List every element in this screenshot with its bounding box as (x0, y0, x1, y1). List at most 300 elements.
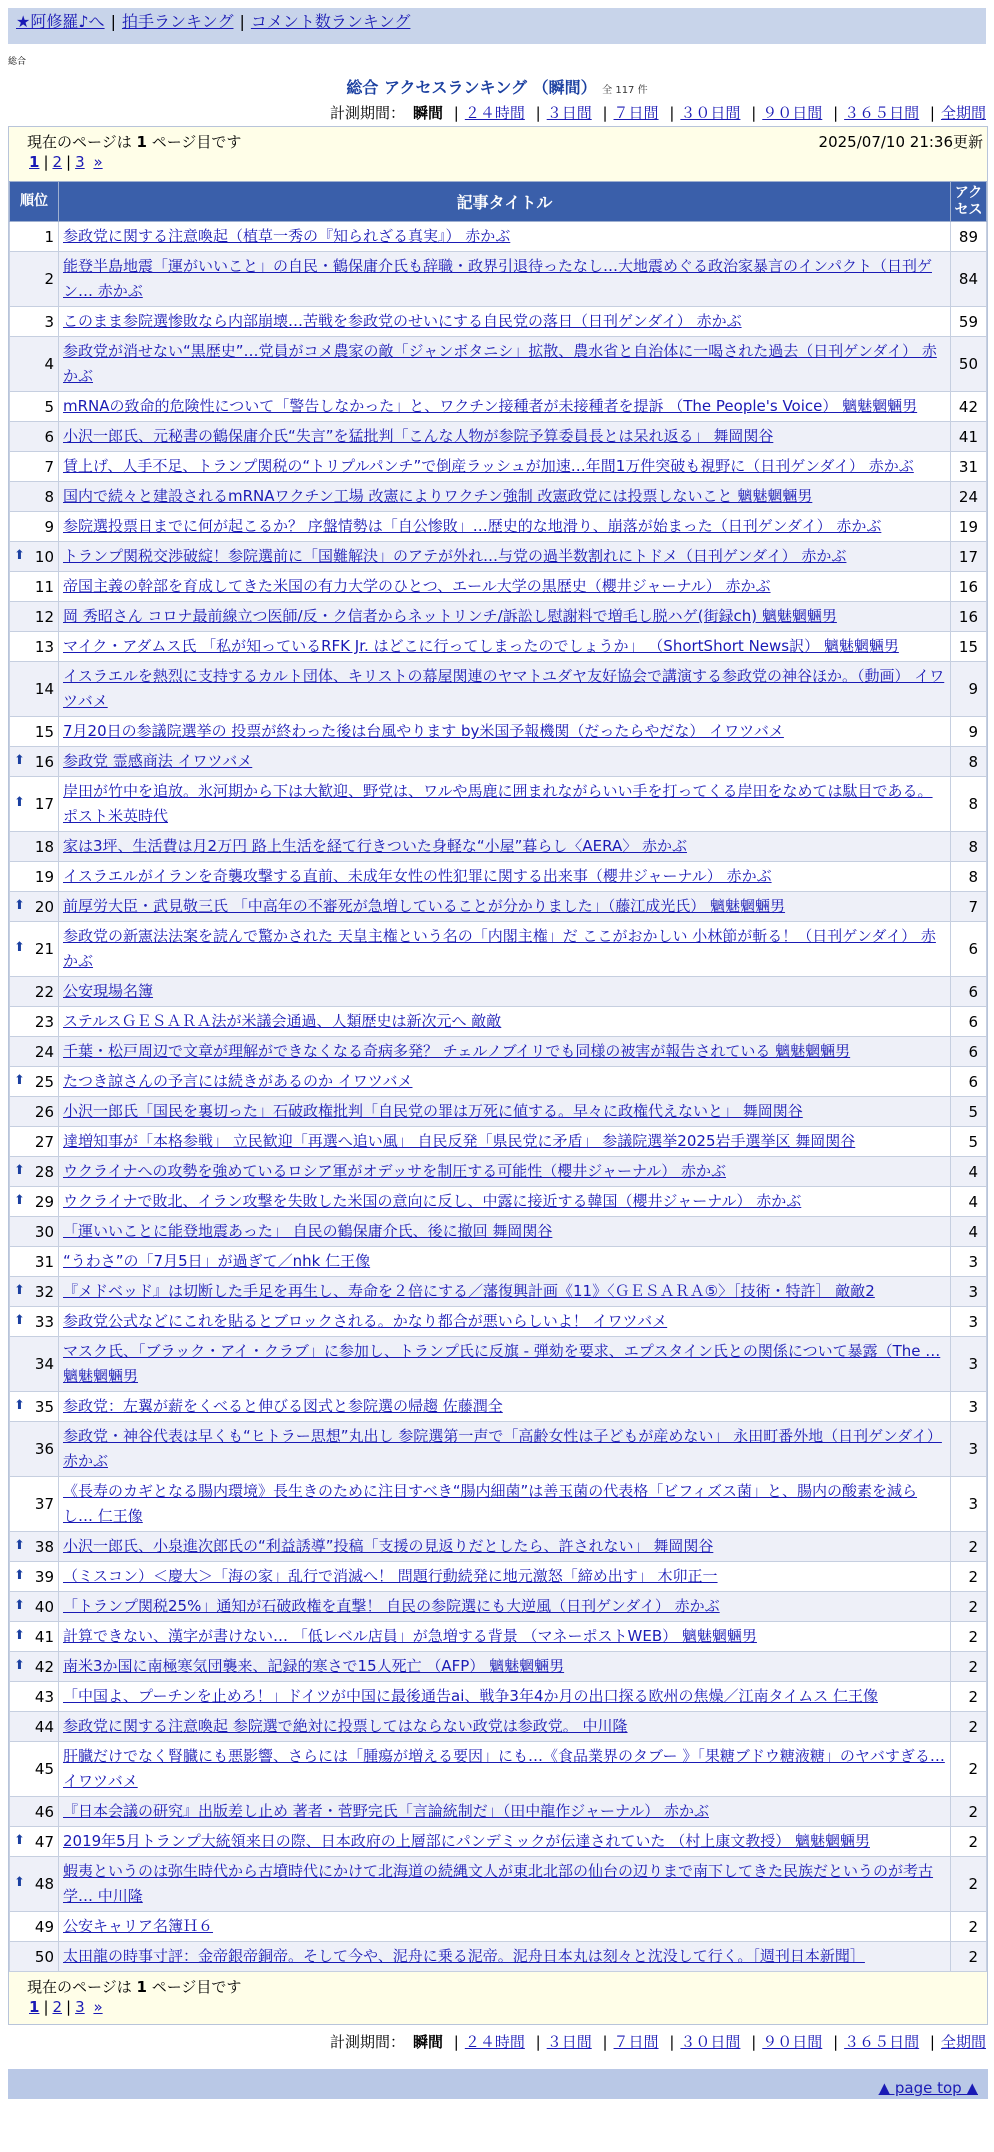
period-30d[interactable]: ３０日間 (680, 104, 741, 122)
table-row (10, 1007, 987, 1037)
title-cell (59, 222, 951, 252)
table-row (10, 747, 987, 777)
title-cell (59, 832, 951, 862)
rank-cell (10, 1037, 59, 1067)
rank-number: 7 (44, 457, 54, 476)
access-count: 17 (951, 542, 987, 572)
page-link-2[interactable]: 2 (52, 153, 63, 171)
current-page-text-bottom: 現在のページは 1 ページ目です (27, 1978, 242, 1996)
access-count: 2 (951, 1857, 987, 1912)
article-link[interactable]: マスク氏、「ブラック・アイ・クラブ」に参加し、トランプ氏に反旗 - 弾劾を要求、エプスタイン氏との関係について暴露（The … 魑魅魍魎男 (63, 1342, 941, 1385)
page-link-3[interactable]: 3 (75, 153, 85, 171)
rank-number: 30 (34, 1222, 54, 1241)
title-cell (59, 1592, 951, 1622)
article-link[interactable]: ウクライナへの攻勢を強めているロシア軍がオデッサを制圧する可能性（櫻井ジャーナル） 赤かぶ (63, 1162, 726, 1180)
access-count: 6 (951, 1037, 987, 1067)
rank-cell (10, 1067, 59, 1097)
period-24h-bottom[interactable]: ２４時間 (464, 2033, 525, 2051)
table-row (10, 1187, 987, 1217)
period-label-bottom: 計測期間： (329, 2033, 405, 2051)
rank-cell (10, 222, 59, 252)
rank-number: 44 (34, 1717, 54, 1736)
rank-cell (10, 1532, 59, 1562)
title-cell (59, 1392, 951, 1422)
table-row (10, 222, 987, 252)
rank-number: 23 (34, 1012, 54, 1031)
access-count: 3 (951, 1477, 987, 1532)
title-cell (59, 1477, 951, 1532)
clap-ranking-link[interactable]: 拍手ランキング (121, 12, 234, 31)
table-row (10, 1127, 987, 1157)
page-link-3-bottom[interactable]: 3 (75, 1998, 85, 2016)
table-row (10, 392, 987, 422)
header-title: 記事タイトル (59, 182, 951, 222)
rank-cell (10, 832, 59, 862)
rank-number: 45 (34, 1760, 54, 1778)
title-cell (59, 307, 951, 337)
article-link[interactable]: 『日本会議の研究』出版差し止め 著者・菅野完氏「言論統制だ」（田中龍作ジャーナル） 赤かぶ (63, 1802, 709, 1820)
period-90d[interactable]: ９０日間 (762, 104, 823, 122)
article-link[interactable]: 参院選投票日までに何が起こるか？ 序盤情勢は「自公惨敗」…歴史的な地滑り、崩落が始まった（日刊ゲンダイ） 赤かぶ (63, 517, 882, 535)
table-row (10, 1277, 987, 1307)
table-row (10, 1942, 987, 1972)
title-cell (59, 662, 951, 717)
rank-up-arrow-icon: ⬆ (14, 1537, 25, 1553)
title-cell (59, 1097, 951, 1127)
table-row (10, 632, 987, 662)
rank-up-arrow-icon: ⬆ (14, 1567, 25, 1583)
title-cell (59, 977, 951, 1007)
table-row (10, 252, 987, 307)
rank-number: 4 (44, 355, 54, 373)
access-count: 9 (951, 662, 987, 717)
title-cell (59, 632, 951, 662)
page-link-1[interactable]: 1 (29, 153, 40, 171)
period-7d-bottom[interactable]: ７日間 (613, 2033, 659, 2051)
rank-cell (10, 1942, 59, 1972)
rank-number: 20 (34, 897, 54, 916)
title-cell (59, 542, 951, 572)
rank-cell (10, 1827, 59, 1857)
access-count: 6 (951, 922, 987, 977)
rank-number: 8 (44, 487, 54, 506)
table-row (10, 1622, 987, 1652)
table-row (10, 542, 987, 572)
period-365d[interactable]: ３６５日間 (844, 104, 920, 122)
access-count: 2 (951, 1712, 987, 1742)
article-link[interactable]: たつき諒さんの予言には続きがあるのか イワツバメ (63, 1072, 413, 1090)
rank-number: 38 (34, 1537, 54, 1556)
access-count: 2 (951, 1912, 987, 1942)
article-link[interactable]: 公安キャリア名簿Ｈ６ (63, 1917, 214, 1935)
rank-cell (10, 1337, 59, 1392)
rank-up-arrow-icon: ⬆ (14, 1875, 25, 1890)
access-count: 4 (951, 1187, 987, 1217)
article-link[interactable]: 参政党 霊感商法 イワツバメ (63, 752, 253, 770)
rank-number: 25 (34, 1072, 54, 1091)
title-cell (59, 1827, 951, 1857)
article-link[interactable]: 前厚労大臣・武見敬三氏 「中高年の不審死が急増していることが分かりました」（藤江成光氏） 魑魅魍魎男 (63, 897, 786, 915)
rank-cell (10, 1592, 59, 1622)
period-label: 計測期間： (329, 104, 405, 122)
article-link[interactable]: 小沢一郎氏「国民を裏切った」石破政権批判「自民党の罪は万死に値する。早々に政権代えないと」 舞岡関谷 (63, 1102, 803, 1120)
access-count: 50 (951, 337, 987, 392)
table-row (10, 482, 987, 512)
article-link[interactable]: イスラエルがイランを奇襲攻撃する直前、未成年女性の性犯罪に関する出来事（櫻井ジャーナル） 赤かぶ (63, 867, 772, 885)
access-count: 8 (951, 862, 987, 892)
access-count: 8 (951, 777, 987, 832)
rank-cell (10, 747, 59, 777)
rank-number: 21 (34, 940, 54, 958)
rank-number: 18 (34, 837, 54, 856)
page-link-1-bottom[interactable]: 1 (29, 1998, 40, 2016)
title-cell (59, 252, 951, 307)
article-link[interactable]: 『メドベッド』は切断した手足を再生し、寿命を２倍にする／藩復興計画《11》〈ＧＥＳＡＲＡ⑤〉［技術・特許］ 敵敵2 (63, 1282, 875, 1300)
table-row (10, 1307, 987, 1337)
access-count: 2 (951, 1592, 987, 1622)
title-cell (59, 1007, 951, 1037)
table-row (10, 1912, 987, 1942)
table-row (10, 1682, 987, 1712)
table-row (10, 892, 987, 922)
rank-up-arrow-icon: ⬆ (14, 795, 25, 810)
period-selector-top: 計測期間： 瞬間 | ２４時間 | ３日間 | ７日間 | ３０日間 | ９０日間 | ３６５日間 | 全期間 (329, 104, 986, 122)
period-3d-bottom[interactable]: ３日間 (546, 2033, 592, 2051)
article-link[interactable]: 「中国よ、プーチンを止めろ！」ドイツが中国に最後通告ai、戦争3年4か月の出口探る欧州の焦燥／江南タイムス 仁王像 (63, 1687, 878, 1705)
access-count: 84 (951, 252, 987, 307)
rank-cell (10, 482, 59, 512)
rank-number: 19 (34, 867, 54, 886)
title-cell (59, 452, 951, 482)
article-link[interactable]: 参政党の新憲法法案を読んで驚かされた 天皇主権という名の「内閣主権」だ ここがおかしい 小林節が斬る！（日刊ゲンダイ） 赤かぶ (63, 927, 936, 970)
article-link[interactable]: 賃上げ、人手不足、トランプ関税の“トリプルパンチ”で倒産ラッシュが加速…年間1万件突破も視野に（日刊ゲンダイ） 赤かぶ (63, 457, 914, 475)
article-link[interactable]: 7月20日の参議院選挙の 投票が終わった後は台風やります by米国予報機関（だったらやだな） イワツバメ (63, 722, 784, 740)
title-cell (59, 1247, 951, 1277)
rank-cell (10, 862, 59, 892)
rank-number: 1 (44, 227, 54, 246)
rank-up-arrow-icon: ⬆ (14, 1597, 25, 1613)
rank-cell (10, 392, 59, 422)
article-link[interactable]: 能登半島地震「運がいいこと」の自民・鶴保庸介氏も辞職・政界引退待ったなし…大地震めぐる政治家暴言のインパクト（日刊ゲン… 赤かぶ (63, 257, 932, 300)
access-count: 24 (951, 482, 987, 512)
rank-number: 24 (34, 1042, 54, 1061)
article-link[interactable]: 南米3か国に南極寒気団襲来、記録的寒さで15人死亡 （AFP） 魑魅魍魎男 (63, 1657, 565, 1675)
access-count: 15 (951, 632, 987, 662)
article-link[interactable]: 参政党・神谷代表は早くも“ヒトラー思想”丸出し 参院選第一声で「高齢女性は子どもが産めない」 永田町番外地（日刊ゲンダイ） 赤かぶ (63, 1427, 942, 1470)
rank-number: 36 (34, 1440, 54, 1458)
page-top-link[interactable]: ▲ page top ▲ (878, 2079, 978, 2097)
rank-number: 40 (34, 1597, 54, 1616)
title-cell (59, 1712, 951, 1742)
article-link[interactable]: マイク・アダムス氏 「私が知っているRFK Jr. はどこに行ってしまったのでしょうか」 （ShortShort News訳） 魑魅魍魎男 (63, 637, 899, 655)
title-cell (59, 1562, 951, 1592)
table-row (10, 1037, 987, 1067)
title-cell (59, 1857, 951, 1912)
rank-number: 17 (34, 795, 54, 813)
title-cell (59, 572, 951, 602)
article-link[interactable]: 帝国主義の幹部を育成してきた米国の有力大学のひとつ、エール大学の黒歴史（櫻井ジャーナル） 赤かぶ (63, 577, 771, 595)
rank-cell (10, 1622, 59, 1652)
access-count: 5 (951, 1127, 987, 1157)
table-row (10, 1562, 987, 1592)
article-link[interactable]: 小沢一郎氏、小泉進次郎氏の“利益誘導”投稿「支援の見返りだとしたら、許されない」 舞岡関谷 (63, 1537, 714, 1555)
article-link[interactable]: ステルスＧＥＳＡＲＡ法が米議会通過、人類歴史は新次元へ 敵敵 (63, 1012, 502, 1030)
period-7d[interactable]: ７日間 (613, 104, 659, 122)
period-3d[interactable]: ３日間 (546, 104, 592, 122)
title-cell (59, 922, 951, 977)
page-link-2-bottom[interactable]: 2 (52, 1998, 63, 2016)
rank-number: 28 (34, 1162, 54, 1181)
rank-cell (10, 1477, 59, 1532)
rank-number: 3 (44, 312, 54, 331)
table-row (10, 452, 987, 482)
rank-cell (10, 252, 59, 307)
period-90d-bottom[interactable]: ９０日間 (762, 2033, 823, 2051)
access-count: 3 (951, 1307, 987, 1337)
rank-cell (10, 1652, 59, 1682)
table-row (10, 1712, 987, 1742)
title-cell (59, 1277, 951, 1307)
rank-number: 39 (34, 1567, 54, 1586)
access-count: 2 (951, 1682, 987, 1712)
ranking-title (0, 78, 994, 98)
rank-number: 11 (34, 577, 54, 596)
rank-up-arrow-icon: ⬆ (14, 1192, 25, 1208)
article-link[interactable]: 太田龍の時事寸評：金帝銀帝銅帝。そして今や、泥舟に乗る泥帝。泥舟日本丸は刻々と沈没して行く。［週刊日本新聞］ (63, 1947, 865, 1965)
title-cell (59, 1157, 951, 1187)
period-current-bottom: 瞬間 (412, 2033, 443, 2051)
table-row (10, 337, 987, 392)
title-cell (59, 1217, 951, 1247)
title-cell (59, 892, 951, 922)
title-cell (59, 1912, 951, 1942)
article-link[interactable]: 「運いいことに能登地震あった」 自民の鶴保庸介氏、後に撤回 舞岡関谷 (63, 1222, 553, 1240)
rank-cell (10, 307, 59, 337)
table-row (10, 662, 987, 717)
period-all-bottom[interactable]: 全期間 (940, 2033, 986, 2051)
rank-number: 37 (34, 1495, 54, 1513)
table-row (10, 777, 987, 832)
title-cell (59, 1187, 951, 1217)
rank-up-arrow-icon: ⬆ (14, 1397, 25, 1413)
access-count: 9 (951, 717, 987, 747)
access-count: 8 (951, 832, 987, 862)
article-link[interactable]: ウクライナで敗北、イラン攻撃を失敗した米国の意向に反し、中露に接近する韓国（櫻井ジャーナル） 赤かぶ (63, 1192, 802, 1210)
rank-up-arrow-icon: ⬆ (14, 1627, 25, 1643)
period-all[interactable]: 全期間 (940, 104, 986, 122)
footer-bar (8, 2069, 988, 2099)
table-row (10, 1652, 987, 1682)
rank-number: 2 (44, 270, 54, 288)
access-count: 31 (951, 452, 987, 482)
article-link[interactable]: 蝦夷というのは弥生時代から古墳時代にかけて北海道の続縄文人が東北北部の仙台の辺りまで南下してきた民族だというのが考古学… 中川隆 (63, 1862, 934, 1905)
table-row (10, 1532, 987, 1562)
period-365d-bottom[interactable]: ３６５日間 (844, 2033, 920, 2051)
rank-number: 50 (34, 1947, 54, 1966)
access-count: 3 (951, 1337, 987, 1392)
rank-number: 32 (34, 1282, 54, 1301)
next-page-link-bottom[interactable]: » (93, 1998, 103, 2016)
rank-cell (10, 1912, 59, 1942)
table-row (10, 1797, 987, 1827)
table-row (10, 1097, 987, 1127)
title-cell (59, 1652, 951, 1682)
access-count: 2 (951, 1532, 987, 1562)
table-row (10, 1067, 987, 1097)
rank-number: 10 (34, 547, 54, 566)
table-row (10, 1422, 987, 1477)
rank-cell (10, 977, 59, 1007)
title-cell (59, 482, 951, 512)
rank-cell (10, 1247, 59, 1277)
rank-cell (10, 1157, 59, 1187)
article-link[interactable]: 計算できない、漢字が書けない… 「低レベル店員」が急増する背景 （マネーポストWEB） 魑魅魍魎男 (63, 1627, 757, 1645)
article-link[interactable]: （ミスコン）＜慶大＞「海の家」乱行で消滅へ！ 問題行動続発に地元激怒「締め出す」 木卯正一 (63, 1567, 718, 1585)
rank-number: 34 (34, 1355, 54, 1373)
article-link[interactable]: トランプ関税交渉破綻！参院選前に「国難解決」のアテが外れ…与党の過半数割れにトドメ（日刊ゲンダイ） 赤かぶ (63, 547, 847, 565)
rank-number: 48 (34, 1875, 54, 1893)
rank-cell (10, 572, 59, 602)
article-link[interactable]: mRNAの致命的危険性について「警告しなかった」と、ワクチン接種者が未接種者を提訴 （The People's Voice） 魑魅魍魎男 (63, 397, 918, 415)
article-link[interactable]: 家は3坪、生活費は月2万円 路上生活を経て行きついた身軽な“小屋”暮らし〈AERA〉 赤かぶ (63, 837, 687, 855)
access-count: 6 (951, 1007, 987, 1037)
rank-cell (10, 777, 59, 832)
rank-up-arrow-icon: ⬆ (14, 1832, 25, 1848)
rank-up-arrow-icon: ⬆ (14, 1312, 25, 1328)
table-row (10, 1337, 987, 1392)
home-link[interactable]: ★阿修羅♪へ (16, 12, 105, 31)
title-cell (59, 1127, 951, 1157)
table-row (10, 862, 987, 892)
article-link[interactable]: 千葉・松戸周辺で文章が理解ができなくなる奇病多発？ チェルノブイリでも同様の被害が報告されている 魑魅魍魎男 (63, 1042, 851, 1060)
rank-cell (10, 1857, 59, 1912)
rank-cell (10, 1797, 59, 1827)
header-rank: 順位 (10, 182, 59, 222)
rank-cell (10, 1217, 59, 1247)
rank-cell (10, 717, 59, 747)
article-link[interactable]: 岡 秀昭さん コロナ最前線立つ医師/反・ク信者からネットリンチ/訴訟し慰謝料で増毛し脱ハゲ(街録ch) 魑魅魍魎男 (63, 607, 837, 625)
table-row (10, 1592, 987, 1622)
article-link[interactable]: 2019年5月トランプ大統領来日の際、日本政府の上層部にパンデミックが伝達されていた （村上康文教授） 魑魅魍魎男 (63, 1832, 870, 1850)
header-access: アクセス (951, 182, 987, 222)
rank-up-arrow-icon: ⬆ (14, 547, 25, 563)
title-cell (59, 862, 951, 892)
rank-number: 46 (34, 1802, 54, 1821)
table-row (10, 1392, 987, 1422)
access-count: 4 (951, 1157, 987, 1187)
article-link[interactable]: このまま参院選惨敗なら内部崩壊…苦戦を参政党のせいにする自民党の落日（日刊ゲンダイ） 赤かぶ (63, 312, 742, 330)
rank-cell (10, 1097, 59, 1127)
access-count: 41 (951, 422, 987, 452)
access-count: 2 (951, 1562, 987, 1592)
access-count: 3 (951, 1247, 987, 1277)
access-count: 89 (951, 222, 987, 252)
rank-cell (10, 1712, 59, 1742)
period-selector-bottom: 計測期間： 瞬間 | ２４時間 | ３日間 | ７日間 | ３０日間 | ９０日間 | ３６５日間 | 全期間 (329, 2033, 986, 2051)
current-page-text: 現在のページは 1 ページ目です (27, 133, 242, 151)
ranking-title-text: 総合 アクセスランキング （瞬間） (346, 78, 597, 97)
rank-up-arrow-icon: ⬆ (14, 1162, 25, 1178)
access-count: 16 (951, 572, 987, 602)
article-link[interactable]: 《長寿のカギとなる腸内環境》長生きのために注目すべき“腸内細菌”は善玉菌の代表格「ビフィズス菌」と、腸内の酸素を減らし… 仁王像 (63, 1482, 918, 1525)
table-row (10, 1157, 987, 1187)
article-link[interactable]: 参政党が消せない“黒歴史”…党員がコメ農家の敵「ジャンボタニシ」拡散、農水省と自治体に一喝された過去（日刊ゲンダイ） 赤かぶ (63, 342, 937, 385)
title-cell (59, 1622, 951, 1652)
next-page-link[interactable]: » (93, 153, 103, 171)
table-row (10, 1217, 987, 1247)
rank-up-arrow-icon: ⬆ (14, 1282, 25, 1298)
table-row (10, 1477, 987, 1532)
article-link[interactable]: 公安現場名簿 (63, 982, 154, 1000)
rank-number: 9 (44, 517, 54, 536)
title-cell (59, 1942, 951, 1972)
access-count: 2 (951, 1827, 987, 1857)
comment-ranking-link[interactable]: コメント数ランキング (250, 12, 411, 31)
rank-cell (10, 892, 59, 922)
rank-cell (10, 1422, 59, 1477)
article-link[interactable]: 小沢一郎氏、元秘書の鶴保庸介氏“失言”を猛批判「こんな人物が参院予算委員長とは呆れ返る」 舞岡関谷 (63, 427, 774, 445)
article-link[interactable]: 岸田が竹中を追放。氷河期から下は大歓迎、野党は、ワルや馬鹿に囲まれながらいい手を打ってくる岸田をなめては駄目である。 ポスト米英時代 (63, 782, 933, 825)
access-count: 3 (951, 1422, 987, 1477)
article-link[interactable]: 参政党：左翼が薪をくべると伸びる図式と参院選の帰趨 佐藤潤全 (63, 1397, 503, 1415)
access-count: 59 (951, 307, 987, 337)
rank-number: 12 (34, 607, 54, 626)
rank-number: 13 (34, 637, 54, 656)
article-link[interactable]: 参政党公式などにこれを貼るとブロックされる。かなり都合が悪いらしいよ！ イワツバメ (63, 1312, 668, 1330)
access-count: 19 (951, 512, 987, 542)
pager-top: 1 | 2 | 3 » (29, 153, 103, 171)
rank-number: 31 (34, 1252, 54, 1271)
article-link[interactable]: 国内で続々と建設されるmRNAワクチン工場 改憲によりワクチン強制 改憲政党には投票しないこと 魑魅魍魎男 (63, 487, 813, 505)
access-count: 8 (951, 747, 987, 777)
article-link[interactable]: “うわさ”の「7月5日」が過ぎて／nhk 仁王像 (63, 1252, 371, 1270)
rank-cell (10, 1277, 59, 1307)
access-count: 16 (951, 602, 987, 632)
period-24h[interactable]: ２４時間 (464, 104, 525, 122)
access-count: 7 (951, 892, 987, 922)
title-cell (59, 1067, 951, 1097)
rank-cell (10, 1307, 59, 1337)
rank-cell (10, 632, 59, 662)
title-cell (59, 1682, 951, 1712)
access-count: 3 (951, 1392, 987, 1422)
rank-cell (10, 337, 59, 392)
article-link[interactable]: イスラエルを熱烈に支持するカルト団体、キリストの幕屋関連のヤマトユダヤ友好協会で講演する参政党の神谷ほか。（動画） イワツバメ (63, 667, 945, 710)
rank-number: 14 (34, 680, 54, 698)
article-link[interactable]: 達増知事が「本格参戦」 立民歓迎「再選へ追い風」 自民反発「県民党に矛盾」 参議院選挙2025岩手選挙区 舞岡関谷 (63, 1132, 856, 1150)
rank-up-arrow-icon: ⬆ (14, 940, 25, 955)
rank-cell (10, 1742, 59, 1797)
rank-number: 22 (34, 982, 54, 1001)
table-row (10, 307, 987, 337)
updated-time: 2025/07/10 21:36更新 (818, 133, 983, 151)
title-cell (59, 1532, 951, 1562)
rank-up-arrow-icon: ⬆ (14, 897, 25, 913)
page-info-top (9, 127, 987, 181)
rank-number: 16 (34, 752, 54, 771)
article-link[interactable]: 参政党に関する注意喚起（植草一秀の『知られざる真実』） 赤かぶ (63, 227, 511, 245)
rank-number: 42 (34, 1657, 54, 1676)
article-link[interactable]: 参政党に関する注意喚起 参院選で絶対に投票してはならない政党は参政党。 中川隆 (63, 1717, 628, 1735)
top-nav-bar: ★阿修羅♪へ | 拍手ランキング | コメント数ランキング (8, 8, 986, 44)
rank-number: 6 (44, 427, 54, 446)
article-link[interactable]: 肝臓だけでなく腎臓にも悪影響、さらには「腫瘍が増える要因」にも…《食品業界のタブー 》「果糖ブドウ糖液糖」のヤバすぎる… イワツバメ (63, 1747, 945, 1790)
ranking-panel (8, 126, 988, 2025)
rank-number: 47 (34, 1832, 54, 1851)
article-link[interactable]: 「トランプ関税25%」通知が石破政権を直撃！ 自民の参院選にも大逆風（日刊ゲンダイ） 赤かぶ (63, 1597, 720, 1615)
period-30d-bottom[interactable]: ３０日間 (680, 2033, 741, 2051)
table-row (10, 572, 987, 602)
